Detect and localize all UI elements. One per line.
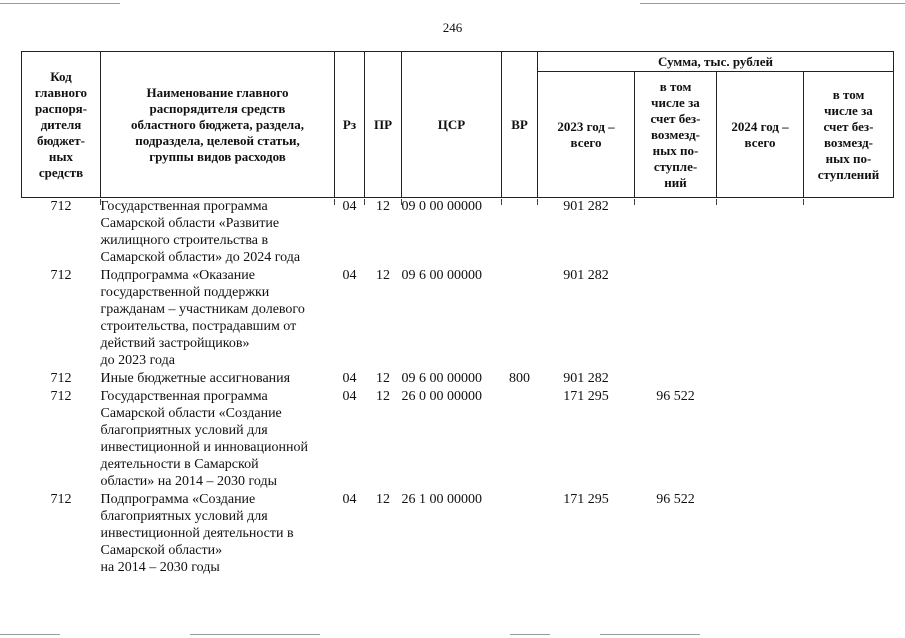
cell-2024-total bbox=[717, 370, 804, 388]
header-code: Код главного распоря- дителя бюджет- ных средств bbox=[22, 52, 101, 198]
cell-name: Подпрограмма «Оказание государственной поддержки гражданам – участникам долевого строительства, пострадавшим от действий застройщиков» до 2023 года bbox=[100, 268, 305, 368]
cell-pr: 12 bbox=[376, 268, 390, 283]
cell-2024-free bbox=[804, 198, 894, 268]
cell-2024-free bbox=[804, 370, 894, 388]
cell-name: Государственная программа Самарской области «Создание благоприятных условий для инвестиционной и инновационной деятельности в Самарской области» на 2014 – 2030 годы bbox=[100, 389, 308, 489]
cell-2023-total: 901 282 bbox=[563, 199, 609, 214]
scan-edge-mark bbox=[600, 634, 700, 635]
cell-pr: 12 bbox=[376, 371, 390, 386]
cell-2024-free bbox=[804, 388, 894, 491]
cell-2024-total bbox=[717, 198, 804, 268]
table-row bbox=[22, 491, 894, 577]
cell-2024-total bbox=[717, 491, 804, 577]
scan-edge-mark bbox=[0, 634, 60, 635]
cell-csr: 09 6 00 00000 bbox=[401, 371, 482, 386]
scan-edge-mark bbox=[0, 3, 120, 4]
cell-vr: 800 bbox=[509, 371, 530, 386]
cell-code: 712 bbox=[50, 199, 72, 214]
cell-2023-free bbox=[635, 198, 717, 268]
cell-2023-total: 901 282 bbox=[563, 371, 609, 386]
scan-edge-mark bbox=[510, 634, 550, 635]
cell-name: Подпрограмма «Создание благоприятных условий для инвестиционной деятельности в Самарской области» на 2014 – 2030 годы bbox=[100, 492, 294, 575]
header-2024-free: в том числе за счет без- возмезд- ных по- ступлений bbox=[804, 72, 894, 198]
header-2023-free: в том числе за счет без- возмезд- ных по- ступле- ний bbox=[635, 72, 717, 198]
cell-name: Государственная программа Самарской области «Развитие жилищного строительства в Самарской области» до 2024 года bbox=[100, 199, 301, 265]
column-tick bbox=[803, 199, 804, 205]
cell-name: Иные бюджетные ассигнования bbox=[100, 371, 291, 386]
column-tick bbox=[364, 199, 365, 205]
cell-vr bbox=[502, 491, 538, 577]
table-row bbox=[22, 198, 894, 268]
column-tick bbox=[634, 199, 635, 205]
budget-table bbox=[21, 51, 894, 577]
header-2024-total: 2024 год – всего bbox=[717, 72, 804, 198]
cell-2023-free bbox=[635, 267, 717, 370]
cell-code: 712 bbox=[50, 371, 72, 386]
cell-csr: 26 0 00 00000 bbox=[401, 389, 482, 404]
scan-edge-mark bbox=[190, 634, 320, 635]
column-tick bbox=[716, 199, 717, 205]
cell-2023-free: 96 522 bbox=[656, 492, 695, 507]
cell-rz: 04 bbox=[342, 492, 357, 507]
cell-2024-free bbox=[804, 491, 894, 577]
cell-code: 712 bbox=[50, 268, 72, 283]
column-tick bbox=[401, 199, 402, 205]
cell-code: 712 bbox=[50, 492, 72, 507]
cell-pr: 12 bbox=[376, 492, 390, 507]
cell-2024-free bbox=[804, 267, 894, 370]
cell-pr: 12 bbox=[376, 199, 390, 214]
cell-2023-free bbox=[635, 370, 717, 388]
column-tick bbox=[537, 199, 538, 205]
cell-rz: 04 bbox=[342, 199, 357, 214]
table-row bbox=[22, 267, 894, 370]
cell-csr: 09 6 00 00000 bbox=[401, 268, 482, 283]
column-tick bbox=[100, 199, 101, 205]
scan-edge-mark bbox=[640, 3, 905, 4]
cell-csr: 09 0 00 00000 bbox=[401, 199, 482, 214]
header-vr: ВР bbox=[502, 52, 538, 198]
cell-2023-total: 171 295 bbox=[563, 389, 609, 404]
header-sum: Сумма, тыс. рублей bbox=[538, 52, 894, 72]
cell-2023-total: 901 282 bbox=[563, 268, 609, 283]
cell-2023-total: 171 295 bbox=[563, 492, 609, 507]
column-tick bbox=[501, 199, 502, 205]
header-2023-total: 2023 год – всего bbox=[538, 72, 635, 198]
table-row bbox=[22, 388, 894, 491]
cell-2024-total bbox=[717, 267, 804, 370]
cell-vr bbox=[502, 267, 538, 370]
cell-pr: 12 bbox=[376, 389, 390, 404]
cell-csr: 26 1 00 00000 bbox=[401, 492, 482, 507]
cell-code: 712 bbox=[50, 389, 72, 404]
cell-rz: 04 bbox=[342, 389, 357, 404]
header-pr: ПР bbox=[365, 52, 402, 198]
cell-vr bbox=[502, 388, 538, 491]
column-tick bbox=[334, 199, 335, 205]
cell-2024-total bbox=[717, 388, 804, 491]
header-name: Наименование главного распорядителя средств областного бюджета, раздела, подраздела, целевой статьи, группы видов расходов bbox=[101, 52, 335, 198]
cell-rz: 04 bbox=[342, 371, 357, 386]
page-number: 246 bbox=[442, 20, 463, 35]
header-rz: Рз bbox=[335, 52, 365, 198]
cell-vr bbox=[502, 198, 538, 268]
cell-rz: 04 bbox=[342, 268, 357, 283]
table-row bbox=[22, 370, 894, 388]
cell-2023-free: 96 522 bbox=[656, 389, 695, 404]
header-csr: ЦСР bbox=[402, 52, 502, 198]
